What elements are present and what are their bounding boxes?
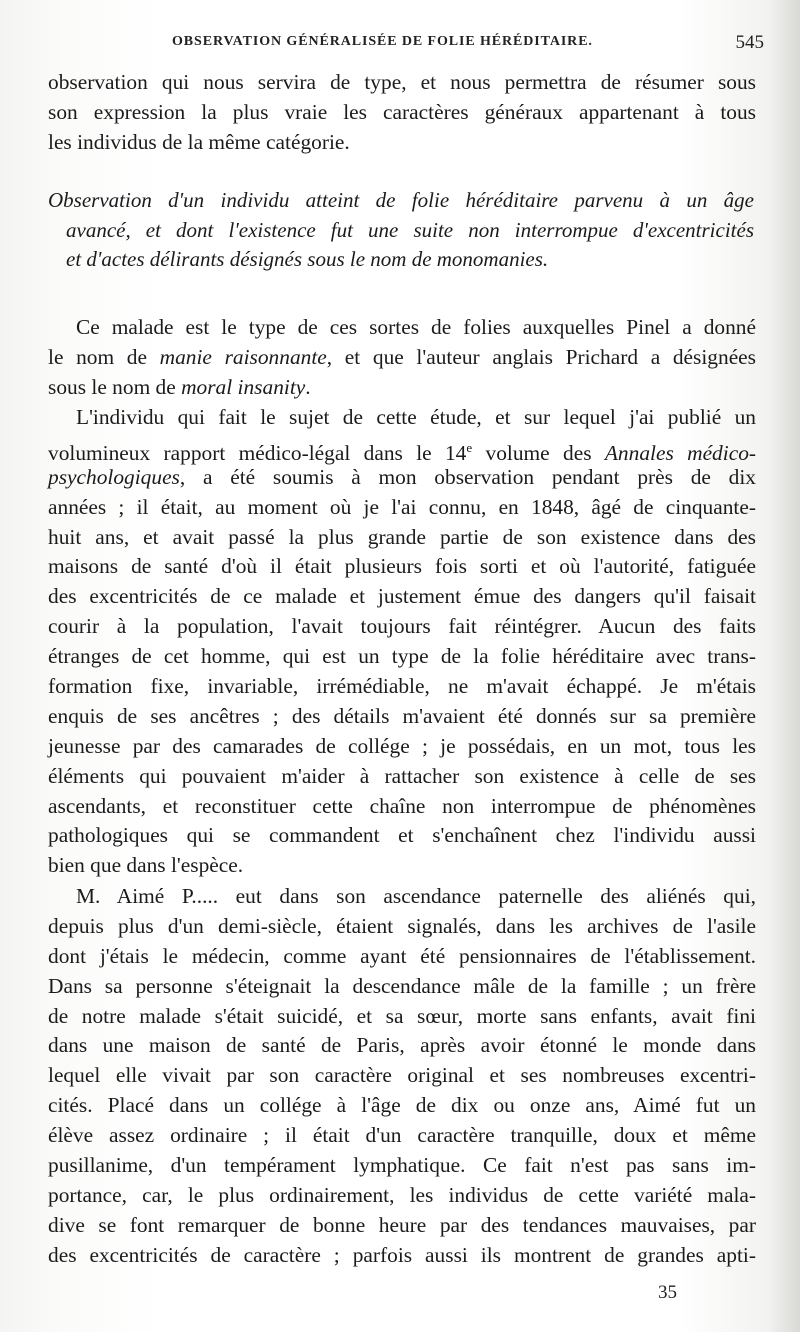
superscript: e [466, 439, 473, 455]
text-line: bien que dans l'espèce. [48, 853, 244, 878]
text-line: éléments qui pouvaient m'aider à rattacher son existence à celle de ses [48, 763, 756, 788]
text-line: L'individu qui fait le sujet de cette étude, et sur lequel j'ai publié un [76, 405, 756, 429]
page-header [48, 34, 764, 56]
text-line: de notre malade s'était suicidé, et sa sœur, morte sans enfants, avait fini [48, 1003, 756, 1028]
text-line: huit ans, et avait passé la plus grande partie de son existence dans des [48, 524, 756, 549]
text-line: enquis de ses ancêtres ; des détails m'avaient été donnés sur sa première [48, 703, 756, 728]
text-line: pusillanime, d'un tempérament lymphatique. Ce fait n'est pas sans im- [48, 1153, 756, 1178]
observation-title [48, 186, 754, 275]
text-line: M. Aimé P..... eut dans son ascendance paternelle des aliénés qui, [76, 884, 756, 908]
page-number: 545 [735, 32, 764, 53]
paragraph-pinel [48, 313, 756, 403]
text-line: portance, car, le plus ordinairement, les individus de cette variété mala- [48, 1182, 756, 1207]
running-head: OBSERVATION GÉNÉRALISÉE DE FOLIE HÉRÉDITAIRE. [172, 34, 593, 49]
term-moral-insanity: moral insanity [181, 374, 306, 399]
text-line: son expression la plus vraie les caractères généraux appartenant à tous [48, 99, 756, 124]
text-line: sous le nom de moral insanity. [48, 374, 311, 399]
text-line: le nom de manie raisonnante, et que l'auteur anglais Prichard a désignées [48, 344, 757, 369]
journal-title: Annales médico- [604, 441, 757, 466]
text-line: dont j'étais le médecin, comme ayant été pensionnaires de l'établissement. [48, 943, 756, 968]
text-line: années ; il était, au moment où je l'ai connu, en 1848, âgé de cinquante- [48, 494, 756, 519]
text-line: pathologiques qui se commandent et s'enchaînent chez l'individu aussi [48, 823, 756, 848]
title-line: avancé, et dont l'existence fut une suite non interrompue d'excentricités [66, 217, 754, 242]
text-line: volumineux rapport médico-légal dans le 14e volume des Annales médico- [48, 439, 757, 466]
term-manie-raisonnante: manie raisonnante [159, 344, 327, 369]
paragraph-subject [48, 403, 756, 881]
title-line: et d'actes délirants désignés sous le nom de monomanies. [66, 247, 549, 271]
text-line: lequel elle vivait par son caractère original et ses nombreuses excentri- [48, 1063, 756, 1088]
paragraph-aime [48, 882, 756, 1271]
title-line: Observation d'un individu atteint de folie héréditaire parvenu à un âge [48, 188, 754, 212]
text-line: élève assez ordinaire ; il était d'un caractère tranquille, doux et même [48, 1123, 756, 1148]
text-line: formation fixe, invariable, irrémédiable, ne m'avait échappé. Je m'étais [48, 674, 756, 699]
text-line: des excentricités de caractère ; parfois aussi ils montrent de grandes apti- [48, 1242, 756, 1267]
text-line: cités. Placé dans un collége à l'âge de dix ou onze ans, Aimé fut un [48, 1093, 756, 1118]
text-line: des excentricités de ce malade et justement émue des dangers qu'il faisait [48, 584, 756, 609]
text-line: psychologiques, a été soumis à mon observation pendant près de dix [48, 464, 756, 489]
text-line: jeunesse par des camarades de collége ; je possédais, en un mot, tous les [48, 733, 756, 758]
text-line: les individus de la même catégorie. [48, 129, 350, 154]
text-line: ascendants, et reconstituer cette chaîne non interrompue de phénomènes [48, 793, 756, 818]
text-line: depuis plus d'un demi-siècle, étaient signalés, dans les archives de l'asile [48, 913, 756, 938]
signature-mark: 35 [658, 1282, 677, 1303]
text-line: observation qui nous servira de type, et nous permettra de résumer sous [48, 70, 756, 94]
text-line: étranges de cet homme, qui est un type de la folie héréditaire avec trans- [48, 644, 756, 669]
paragraph-intro [48, 68, 756, 158]
text-line: maisons de santé d'où il était plusieurs fois sorti et où l'autorité, fatiguée [48, 554, 756, 579]
text-line: courir à la population, l'avait toujours fait réintégrer. Aucun des faits [48, 614, 756, 639]
text-line: Ce malade est le type de ces sortes de folies auxquelles Pinel a donné [76, 315, 756, 339]
journal-title-cont: psychologiques [48, 464, 180, 489]
text-line: Dans sa personne s'éteignait la descendance mâle de la famille ; un frère [48, 973, 756, 998]
text-line: dans une maison de santé de Paris, après avoir étonné le monde dans [48, 1033, 756, 1058]
text-line: dive se font remarquer de bonne heure par des tendances mauvaises, par [48, 1212, 756, 1237]
